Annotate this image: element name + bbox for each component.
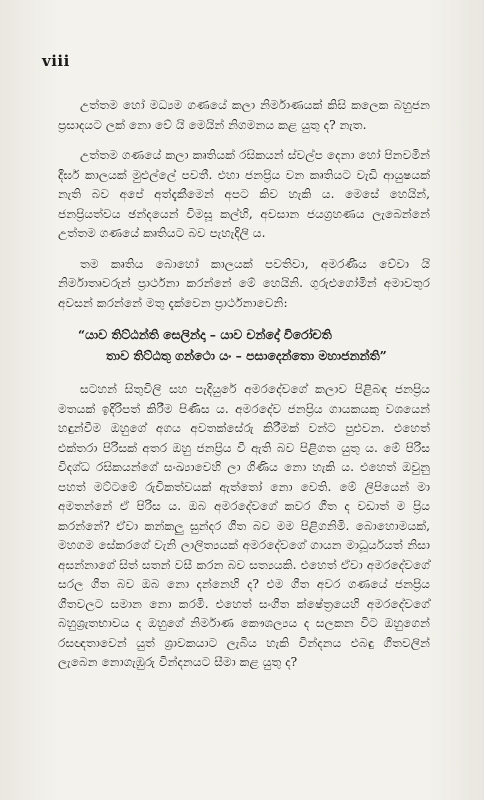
paragraph-1: උත්තම හෝ මධ්‍යම ගණයේ කලා නිර්මාණයක් කිසි කලෙක බහුජන ප්‍රසාදයට ලක් නො වේ යි මෙයින් නිගමනය කළ යුතු ද? නැත. <box>58 98 430 132</box>
verse-line-2: තාව තිට්ඨතු ගන්ථො යං – පසාදෙන්තො මහාජනන්ති” <box>106 348 387 363</box>
verse-quote <box>78 324 424 366</box>
paragraph-3: තම කෘතිය බොහෝ කාලයක් පවතිවා, අමරණීය වේවා යි නිර්මාතෘවරුන් ප්‍රාර්ථනා කරන්නේ මේ හෙයිනි. ගුරුළුගෝමින් අමාවතුර අවසන් කරන්නේ මතු දැක්වෙන ප්‍රාර්ථනාවෙනි: <box>58 256 430 310</box>
paragraph-2: උත්තම ගණයේ කලා කෘතියක් රසිකයන් ස්වල්ප දෙනා හෝ පිනවමින් දීර්ඝ කාලයක් මුළුල්ලේ පවතී. එහා ජනප්‍රිය වන කෘතියට වැඩි ආයුෂයක් නැති බව අපේ අත්දැකීමෙන් අපට කිව හැකි ය. මෙසේ හෙයින්, ජනප්‍රියත්වය ඡන්දයෙන් විමසූ කල්හි, අවසාන ජයග්‍රහණය ලැබෙන්නේ උත්තම ගණයේ කෘතියට බව පැහැදිලි ය. <box>58 148 430 240</box>
paragraph-4: සටහන් සිතුවිලි සහ පැදියුරේ අමරදේවගේ කලාව පිළිබඳ ජනප්‍රිය මතයක් ඉදිරිපත් කිරීම පිණිස ය. අමරදේව ජනප්‍රිය ගායකයකු වශයෙන් හඳුන්වීම ඔහුගේ අගය අවතක්සේරු කිරීමක් වන්ට පුළුවන. එහෙත් එක්තරා පිරිසක් අතර ඔහු ජනප්‍රිය වී ඇති බව පිළිගත යුතු ය. මේ පිරිස විදග්ධ රසිකයන්ගේ සංඛ්‍යාවෙහි ලා ගිණිය නො හැකි ය. එහෙත් ඔවුනු පහත් මට්ටමේ රුචිකත්වයක් ඇත්තෝ නො වෙති. මේ ලිපියෙන් මා අමතන්නේ ඒ පිරිස ය. ඔබ අමරදේවගේ කවර ගීත ද වඩාත් ම ප්‍රිය කරන්නේ? ඒවා කන්කලු සුන්දර ගීත බව මම පිළිගනිමි. බොහොමයක්, මහගම සේකරගේ වැනි ලාලිත්‍යයක් අමරදේවගේ ගායන මාධූර්යයත් නිසා අසන්නාගේ සිත් සතන් වසී කරන බව සත්‍යයකි. එහෙත් ඒවා අමරදේවගේ සරල ගීත බව ඔබ නො දන්නෙහි ද? එම ගීත අවර ගණයේ ජනප්‍රිය ගීතවලට සමාන නො කරමි. එහෙත් සංගීත ක්ෂේත්‍රයෙහි අමරදේවගේ බහුශ්‍රැතභාවය ද ඔහුගේ නිර්මාණ කෞශල්‍යය ද සලකන විට ඔහුගෙන් රසඥතාවෙන් යුත් ශ්‍රාවකයාට ලැබිය හැකි වින්දනය එබඳු ගීතවලින් ලැබෙන නොගැඹුරු වින්දනයට සීමා කළ යුතු ද? <box>58 382 430 669</box>
page-number: viii <box>42 52 70 70</box>
verse-line-1: “යාව තිට්ඨන්ති සෙලින්දා – යාව චන්දෝ විරෝචති <box>78 327 332 342</box>
